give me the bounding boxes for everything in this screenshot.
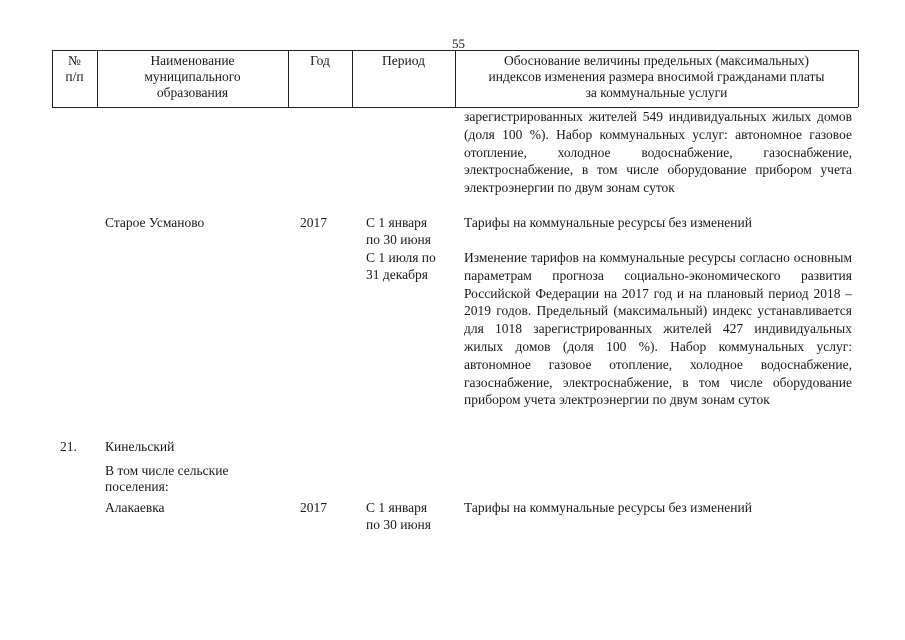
header-name: Наименование муниципального образования — [144, 53, 241, 100]
header-period: Период — [382, 53, 425, 68]
row-name-staroe-usmanovo: Старое Усманово — [105, 215, 205, 230]
row-period1-staroe-usmanovo: С 1 января по 30 июня — [366, 215, 431, 247]
row-text2-staroe-usmanovo: Изменение тарифов на коммунальные ресурсы согласно основным параметрам прогноза социально-экономического развития Российской Федерации на 2017 год и на плановый период 2018 – 2019 годов. Предельный (максимальный) индекс устанавливается для 1018 зарегистрированных жителей 427 индивидуальных жилых домов (доля 100 %). Набор коммунальных услуг: автономное газовое отопление, холодное водоснабжение, газоснабжение, электроснабжение, в том числе оборудование прибором учета электроэнергии по двум зонам суток — [464, 250, 852, 408]
header-justification: Обоснование величины предельных (максимальных) индексов изменения размера вносимой гражданами платы за коммунальные услуги — [488, 53, 825, 100]
row-period1-alakaevka: С 1 января по 30 июня — [366, 500, 431, 532]
row-num-21: 21. — [60, 439, 77, 454]
page-number: 55 — [452, 36, 465, 51]
header-year: Год — [310, 53, 330, 68]
row-year-alakaevka: 2017 — [300, 500, 327, 515]
row-year-staroe-usmanovo: 2017 — [300, 215, 327, 230]
header-num: № п/п — [65, 53, 84, 84]
continued-text: зарегистрированных жителей 549 индивидуальных жилых домов (доля 100 %). Набор коммунальных услуг: автономное газовое отопление, холодное водоснабжение, газоснабжение, электроснабжение, в том числе оборудование прибором учета электроэнергии по двум зонам суток — [464, 109, 852, 196]
row-text1-staroe-usmanovo: Тарифы на коммунальные ресурсы без изменений — [464, 215, 752, 230]
row-text1-alakaevka: Тарифы на коммунальные ресурсы без изменений — [464, 500, 752, 515]
row-period2-staroe-usmanovo: С 1 июля по 31 декабря — [366, 250, 436, 282]
row-name-kinelsky: Кинельский — [105, 439, 175, 454]
row-subheading-rural-settlements: В том числе сельские поселения: — [105, 463, 229, 494]
row-name-alakaevka: Алакаевка — [105, 500, 165, 515]
